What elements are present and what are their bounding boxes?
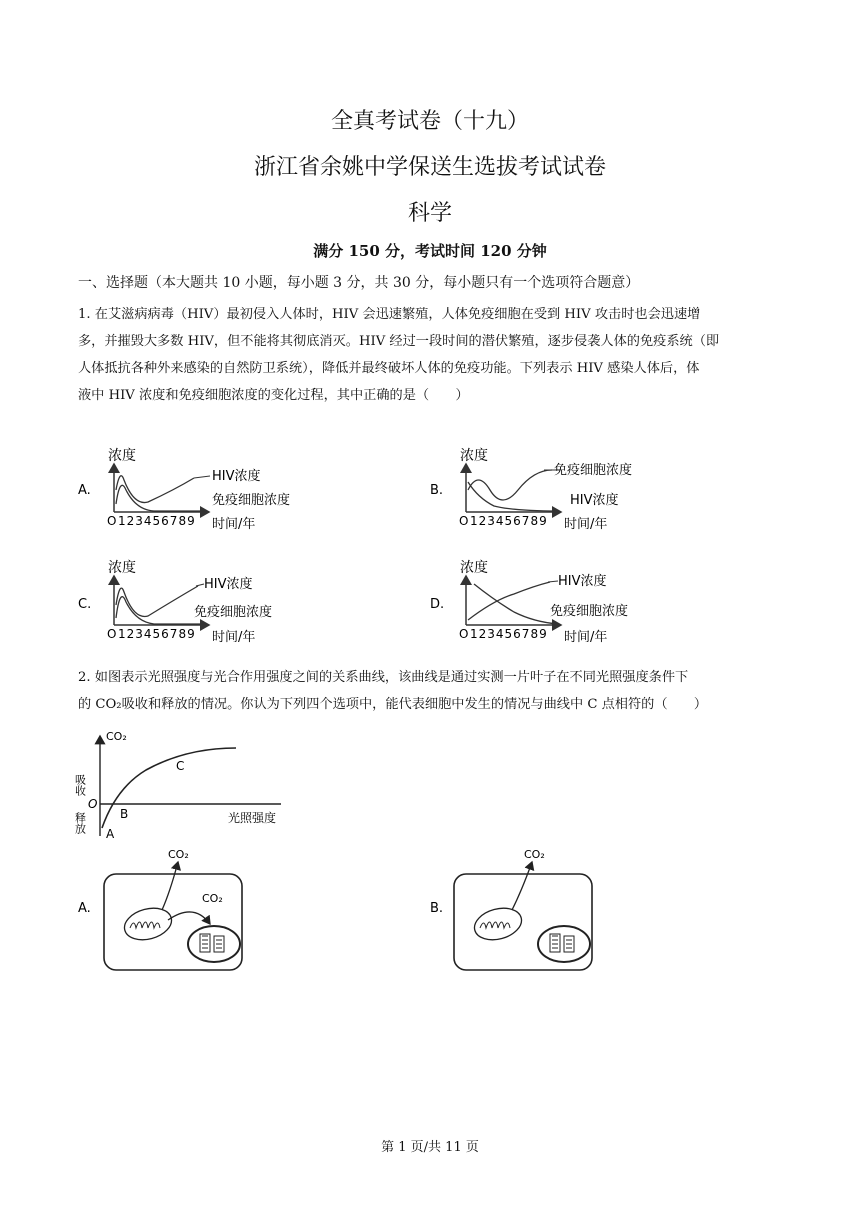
x-tick-labels: 123456789 bbox=[470, 627, 548, 641]
top-curve-label: HIV浓度 bbox=[204, 577, 253, 592]
x-axis-label: 时间/年 bbox=[564, 630, 608, 645]
cell-outline bbox=[104, 874, 242, 970]
bottom-curve-label: HIV浓度 bbox=[570, 493, 619, 508]
q1-line: 多，并摧毁大多数 HIV，但不能将其彻底消灭。HIV 经过一段时间的潜伏繁殖，逐步侵袭人体的免疫系统（即 bbox=[78, 334, 720, 349]
q1-option-d[interactable] bbox=[430, 559, 628, 645]
leader-line bbox=[194, 476, 210, 478]
co2-transfer-arrow bbox=[168, 912, 210, 924]
top-curve-label: 免疫细胞浓度 bbox=[554, 463, 633, 478]
bottom-curve-label: 免疫细胞浓度 bbox=[194, 605, 273, 620]
question-2-text bbox=[78, 664, 790, 718]
co2-label: CO₂ bbox=[106, 730, 127, 743]
leader-line bbox=[196, 584, 204, 586]
origin-label: O bbox=[459, 627, 469, 641]
co2-out-arrow bbox=[512, 862, 532, 910]
option-label: B. bbox=[430, 901, 444, 916]
page-number: 第 1 页/共 11 页 bbox=[381, 1140, 479, 1155]
y-axis-label: 浓度 bbox=[108, 560, 136, 576]
option-label: C. bbox=[78, 597, 92, 612]
y-axis-label: 浓度 bbox=[108, 448, 136, 464]
co2-top-label: CO₂ bbox=[168, 848, 189, 861]
section-heading: 一、选择题（本大题共 10 小题，每小题 3 分，共 30 分，每小题只有一个选项符合题意） bbox=[78, 275, 640, 291]
mitochondrion-cristae bbox=[480, 922, 510, 928]
co2-top-label: CO₂ bbox=[524, 848, 545, 861]
mitochondrion-icon bbox=[471, 903, 525, 944]
origin-label: O bbox=[107, 514, 117, 528]
q2-light-curve-graph bbox=[73, 728, 296, 843]
option-label: A. bbox=[78, 901, 91, 916]
co2-out-arrow bbox=[162, 862, 178, 910]
mitochondrion-cristae bbox=[130, 922, 160, 928]
immune-curve bbox=[116, 485, 206, 511]
hiv-curve bbox=[116, 586, 198, 617]
q2-options-figure bbox=[74, 840, 634, 976]
q1-options-figure bbox=[74, 440, 814, 650]
option-label: B. bbox=[430, 483, 444, 498]
q1-line: 液中 HIV 浓度和免疫细胞浓度的变化过程，其中正确的是（ ） bbox=[78, 388, 469, 403]
option-label: D. bbox=[430, 597, 445, 612]
top-curve-label: HIV浓度 bbox=[558, 574, 607, 589]
score-info: 满分 150 分，考试时间 120 分钟 bbox=[313, 242, 547, 260]
bottom-curve-label: 免疫细胞浓度 bbox=[212, 493, 291, 508]
option-label: A. bbox=[78, 483, 91, 498]
absorb-label: 吸收 bbox=[73, 774, 87, 796]
q2-option-b[interactable] bbox=[430, 848, 592, 970]
bottom-curve-label: 免疫细胞浓度 bbox=[550, 604, 629, 619]
cell-outline bbox=[454, 874, 592, 970]
top-curve-label: HIV浓度 bbox=[212, 469, 261, 484]
q2-line: 2. 如图表示光照强度与光合作用强度之间的关系曲线，该曲线是通过实测一片叶子在不同光照强度条件下 bbox=[78, 670, 689, 685]
origin-label: O bbox=[459, 514, 469, 528]
x-axis-label: 时间/年 bbox=[212, 630, 256, 645]
exam-series-title: 全真考试卷（十九） bbox=[330, 109, 529, 134]
x-tick-labels: 123456789 bbox=[118, 627, 196, 641]
x-axis-label: 时间/年 bbox=[212, 517, 256, 532]
hiv-curve bbox=[468, 482, 558, 511]
immune-curve bbox=[468, 470, 552, 500]
question-1-text bbox=[78, 301, 790, 409]
immune-curve bbox=[116, 597, 206, 624]
point-c-label: C bbox=[176, 759, 185, 773]
y-axis-label: 浓度 bbox=[460, 448, 488, 464]
mitochondrion-icon bbox=[121, 903, 175, 944]
y-axis-label: 浓度 bbox=[460, 560, 488, 576]
q2-line: 的 CO₂吸收和释放的情况。你认为下列四个选项中，能代表细胞中发生的情况与曲线中 C 点相符的（ ） bbox=[78, 697, 708, 712]
release-label: 释放 bbox=[73, 812, 87, 834]
leader-line bbox=[548, 581, 558, 582]
hiv-curve bbox=[468, 582, 550, 620]
origin-label: O bbox=[107, 627, 117, 641]
point-b-label: B bbox=[120, 807, 129, 821]
x-tick-labels: 123456789 bbox=[470, 514, 548, 528]
grana-stack-icon bbox=[200, 934, 210, 952]
q1-option-b[interactable] bbox=[430, 447, 632, 532]
x-axis-label: 光照强度 bbox=[228, 811, 277, 825]
x-tick-labels: 123456789 bbox=[118, 514, 196, 528]
grana-lines bbox=[552, 936, 572, 948]
exam-title: 浙江省余姚中学保送生选拔考试试卷 bbox=[253, 155, 606, 180]
q1-line: 1. 在艾滋病病毒（HIV）最初侵入人体时，HIV 会迅速繁殖，人体免疫细胞在受到 HIV 攻击时也会迅速增 bbox=[78, 307, 701, 322]
immune-curve bbox=[474, 584, 558, 624]
q2-option-a[interactable] bbox=[78, 848, 242, 970]
x-axis-label: 时间/年 bbox=[564, 517, 608, 532]
grana-stack-icon bbox=[550, 934, 560, 952]
q1-option-c[interactable] bbox=[78, 559, 272, 645]
point-a-label: A bbox=[106, 827, 115, 841]
q1-line: 人体抵抗各种外来感染的自然防卫系统），降低并最终破坏人体的免疫功能。下列表示 HIV 感染人体后，体 bbox=[78, 361, 700, 376]
hiv-curve bbox=[116, 476, 194, 503]
origin-label: O bbox=[88, 797, 98, 811]
q1-option-a[interactable] bbox=[78, 447, 290, 532]
grana-lines bbox=[202, 936, 222, 948]
subject-title: 科学 bbox=[407, 201, 452, 226]
co2-inner-label: CO₂ bbox=[202, 892, 223, 905]
